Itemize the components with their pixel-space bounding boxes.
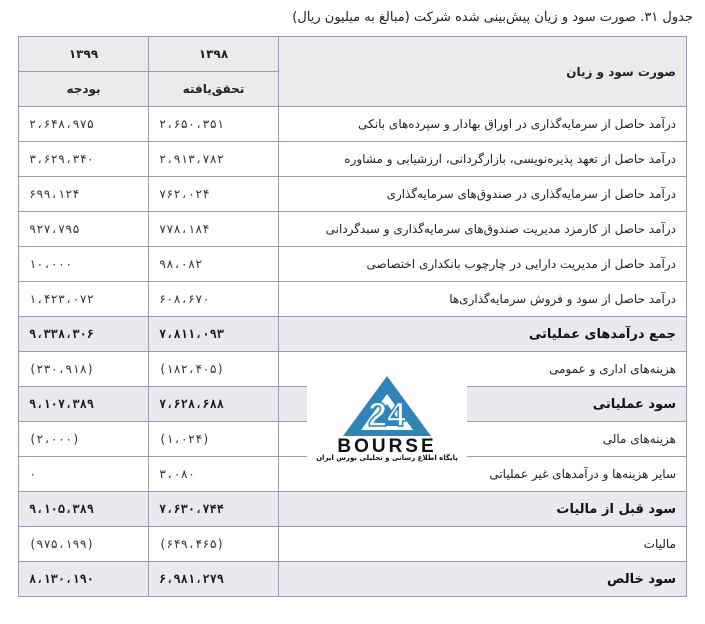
value-1398: ۷،۶۳۰،۷۴۴ <box>149 492 279 527</box>
value-1398: ۷۶۲،۰۲۴ <box>149 177 279 212</box>
value-1399: ۲،۶۴۸،۹۷۵ <box>19 107 149 142</box>
table-row <box>19 142 687 177</box>
row-label: سود قبل از مالیات <box>279 492 687 527</box>
value-1399: ۹،۱۰۷،۳۸۹ <box>19 387 149 422</box>
value-1399: ۰ <box>19 457 149 492</box>
row-label: سود عملیاتی <box>279 387 687 422</box>
row-label: هزینه‌های مالی <box>279 422 687 457</box>
total-row <box>19 562 687 597</box>
row-label: جمع درآمدهای عملیاتی <box>279 317 687 352</box>
row-label: درآمد حاصل از تعهد پذیره‌نویسی، بازارگردانی، ارزشیابی و مشاوره <box>279 142 687 177</box>
value-1399: ۶۹۹،۱۲۴ <box>19 177 149 212</box>
table-row <box>19 527 687 562</box>
value-1399: ۹،۱۰۵،۳۸۹ <box>19 492 149 527</box>
value-1398: (۱،۰۲۴) <box>149 422 279 457</box>
value-1398: ۲،۹۱۳،۷۸۲ <box>149 142 279 177</box>
bourse24-watermark-logo <box>307 360 467 470</box>
bourse24-logo-graphic <box>307 360 467 455</box>
row-label: سود خالص <box>279 562 687 597</box>
value-1399: (۲،۰۰۰) <box>19 422 149 457</box>
row-label: درآمد حاصل از کارمزد مدیریت صندوق‌های سرمایه‌گذاری و سبدگردانی <box>279 212 687 247</box>
row-label: سایر هزینه‌ها و درآمدهای غیر عملیاتی <box>279 457 687 492</box>
value-1399: ۱،۴۲۳،۰۷۲ <box>19 282 149 317</box>
row-label: درآمد حاصل از مدیریت دارایی در چارچوب بانکداری اختصاصی <box>279 247 687 282</box>
value-1399: ۳،۶۲۹،۳۴۰ <box>19 142 149 177</box>
total-row <box>19 492 687 527</box>
logo-number: 24 <box>368 396 406 434</box>
row-label: مالیات <box>279 527 687 562</box>
table-row <box>19 247 687 282</box>
header-year-1398: ۱۳۹۸ <box>149 37 279 72</box>
row-label: درآمد حاصل از سرمایه‌گذاری در اوراق بهادار و سپرده‌های بانکی <box>279 107 687 142</box>
header-budget: بودجه <box>19 72 149 107</box>
header-actual: تحقق‌یافته <box>149 72 279 107</box>
value-1399: ۹۲۷،۷۹۵ <box>19 212 149 247</box>
row-label: هزینه‌های اداری و عمومی <box>279 352 687 387</box>
value-1398: ۲،۶۵۰،۳۵۱ <box>149 107 279 142</box>
value-1398: ۷،۶۲۸،۶۸۸ <box>149 387 279 422</box>
row-label: درآمد حاصل از سرمایه‌گذاری در صندوق‌های سرمایه‌گذاری <box>279 177 687 212</box>
value-1398: ۹۸،۰۸۲ <box>149 247 279 282</box>
value-1398: ۶۰۸،۶۷۰ <box>149 282 279 317</box>
table-row <box>19 282 687 317</box>
table-caption: جدول ۳۱. صورت سود و زیان پیش‌بینی شده شرکت (مبالغ به میلیون ریال) <box>292 10 693 25</box>
table-row <box>19 107 687 142</box>
total-row <box>19 317 687 352</box>
value-1398: ۶،۹۸۱،۲۷۹ <box>149 562 279 597</box>
logo-tagline: پایگاه اطلاع رسانی و تحلیلی بورس ایران <box>316 454 458 462</box>
value-1399: ۹،۳۳۸،۳۰۶ <box>19 317 149 352</box>
profit-loss-table <box>18 36 687 597</box>
value-1398: (۱۸۲،۴۰۵) <box>149 352 279 387</box>
logo-wordmark: BOURSE <box>337 436 437 455</box>
value-1399: (۹۷۵،۱۹۹) <box>19 527 149 562</box>
row-label: درآمد حاصل از سود و فروش سرمایه‌گذاری‌ها <box>279 282 687 317</box>
value-1399: ۱۰،۰۰۰ <box>19 247 149 282</box>
value-1398: (۶۴۹،۴۶۵) <box>149 527 279 562</box>
value-1398: ۷۷۸،۱۸۴ <box>149 212 279 247</box>
value-1398: ۳،۰۸۰ <box>149 457 279 492</box>
value-1399: (۲۳۰،۹۱۸) <box>19 352 149 387</box>
table-row <box>19 212 687 247</box>
table-row <box>19 177 687 212</box>
value-1399: ۸،۱۳۰،۱۹۰ <box>19 562 149 597</box>
header-year-1399: ۱۳۹۹ <box>19 37 149 72</box>
header-statement-label: صورت سود و زیان <box>279 37 687 107</box>
value-1398: ۷،۸۱۱،۰۹۳ <box>149 317 279 352</box>
